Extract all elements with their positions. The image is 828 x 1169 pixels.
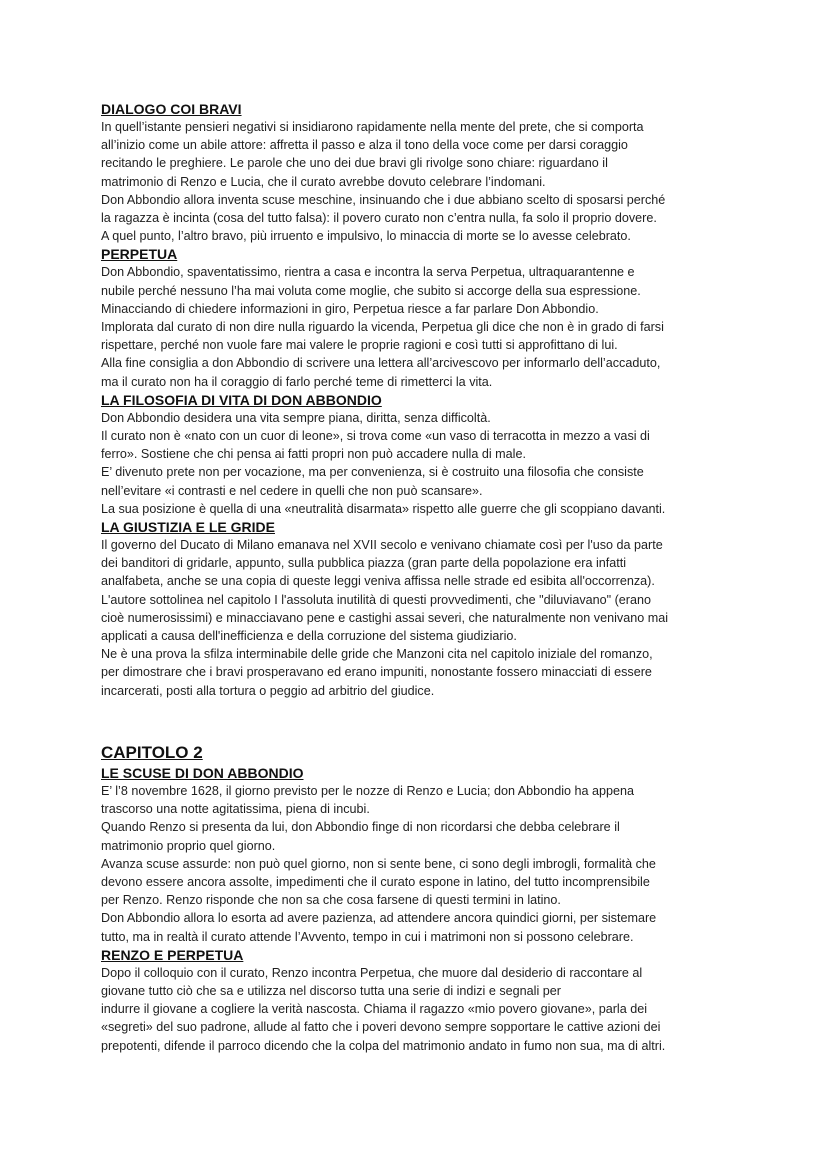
page-content	[101, 100, 741, 1055]
section-body: Don Abbondio, spaventatissimo, rientra a casa e incontra la serva Perpetua, ultraquarantenne e nubile perché nessuno l’ha mai voluta come moglie, che subito si accorge della sua espressione. Minacciando di chiedere informazioni in giro, Perpetua riesce a far parlare Don Abbondio. Implorata dal curato di non dire nulla riguardo la vicenda, Perpetua gli dice che non è in grado di farsi rispettare, perché non vuole fare mai valere le proprie ragioni e così tutti si approfittano di lui. Alla fine consiglia a don Abbondio di scrivere una lettera all’arcivescovo per informarlo dell’accaduto, ma il curato non ha il coraggio di farlo perché teme di rimetterci la vita.	[101, 265, 664, 389]
section-filosofia	[101, 391, 741, 518]
chapter-title: CAPITOLO 2	[101, 742, 203, 762]
section-body: In quell’istante pensieri negativi si insidiarono rapidamente nella mente del prete, che si comporta all’inizio come un abile attore: affretta il passo e alza il tono della voce come per darsi coraggio recitando le preghiere. Le parole che uno dei due bravi gli rivolge sono chiare: riguardano il matrimonio di Renzo e Lucia, che il curato avrebbe dovuto celebrare l’indomani. Don Abbondio allora inventa scuse meschine, insinuando che i due abbiano scelto di sposarsi perché la ragazza è incinta (cosa del tutto falsa): il povero curato non c’entra nulla, fa solo il proprio dovere. A quel punto, l’altro bravo, più irruento e impulsivo, lo minaccia di morte se lo avesse celebrato.	[101, 120, 666, 244]
section-heading: DIALOGO COI BRAVI	[101, 101, 242, 117]
section-body: Dopo il colloquio con il curato, Renzo incontra Perpetua, che muore dal desiderio di raccontare al giovane tutto ciò che sa e utilizza nel discorso tutta una serie di indizi e segnali per indurre il giovane a cogliere la verità nascosta. Chiama il ragazzo «mio povero giovane», parla dei «segreti» del suo padrone, allude al fatto che i poveri devono sempre sopportare le cattive azioni dei prepotenti, difende il parroco dicendo che la colpa del matrimonio andato in fumo non sua, ma di altri.	[101, 965, 666, 1053]
section-dialogo-coi-bravi	[101, 100, 741, 245]
section-giustizia-gride	[101, 518, 741, 700]
section-heading: PERPETUA	[101, 246, 178, 263]
section-heading: RENZO E PERPETUA	[101, 946, 244, 963]
section-body: E’ l’8 novembre 1628, il giorno previsto per le nozze di Renzo e Lucia; don Abbondio ha appena trascorso una notte agitatissima, piena di incubi. Quando Renzo si presenta da lui, don Abbondio finge di non ricordarsi che debba celebrare il matrimonio proprio quel giorno. Avanza scuse assurde: non può quel giorno, non si sente bene, ci sono degli imbrogli, formalità che devono essere ancora assolte, impedimenti che il curato espone in latino, del tutto incomprensibile per Renzo. Renzo risponde che non sa che cosa farsene di questi termini in latino. Don Abbondio allora lo esorta ad avere pazienza, ad attendere ancora quindici giorni, per sistemare tutto, ma in realtà il curato attende l’Avvento, tempo in cui i matrimoni non si possono celebrare.	[101, 783, 657, 944]
section-heading: LA FILOSOFIA DI VITA DI DON ABBONDIO	[101, 391, 382, 408]
section-heading: LE SCUSE DI DON ABBONDIO	[101, 764, 304, 781]
section-scuse-don-abbondio	[101, 764, 741, 946]
section-heading: LA GIUSTIZIA E LE GRIDE	[101, 519, 275, 536]
section-perpetua	[101, 245, 741, 390]
section-body: Il governo del Ducato di Milano emanava nel XVII secolo e venivano chiamate così per l'uso da parte dei banditori di gridarle, appunto, sulla pubblica piazza (gran parte della popolazione era infatti analfabeta, anche se una copia di queste leggi veniva affissa nelle strade ed esibita all'occorrenza). L'autore sottolinea nel capitolo I l'assoluta inutilità di questi provvedimenti, che "diluviavano" (erano cioè numerosissimi) e minacciavano pene e castighi assai severi, che naturalmente non venivano mai applicati a causa dell'inefficienza e della corruzione del sistema giudiziario. Ne è una prova la sfilza interminabile delle gride che Manzoni cita nel capitolo iniziale del romanzo, per dimostrare che i bravi prosperavano ed erano impuniti, nonostante fossero minacciati di essere incarcerati, posti alla tortura o peggio ad arbitrio del giudice.	[101, 538, 669, 698]
section-body: Don Abbondio desidera una vita sempre piana, diritta, senza difficoltà. Il curato non è «nato con un cuor di leone», si trova come «un vaso di terracotta in mezzo a vasi di ferro». Sostiene che chi pensa ai fatti propri non può accadere nulla di male. E’ divenuto prete non per vocazione, ma per convenienza, si è costruito una filosofia che consiste nell’evitare «i contrasti e nel cedere in quelli che non può scansare». La sua posizione è quella di una «neutralità disarmata» rispetto alle guerre che gli scoppiano davanti.	[101, 410, 666, 516]
section-renzo-perpetua	[101, 946, 741, 1055]
